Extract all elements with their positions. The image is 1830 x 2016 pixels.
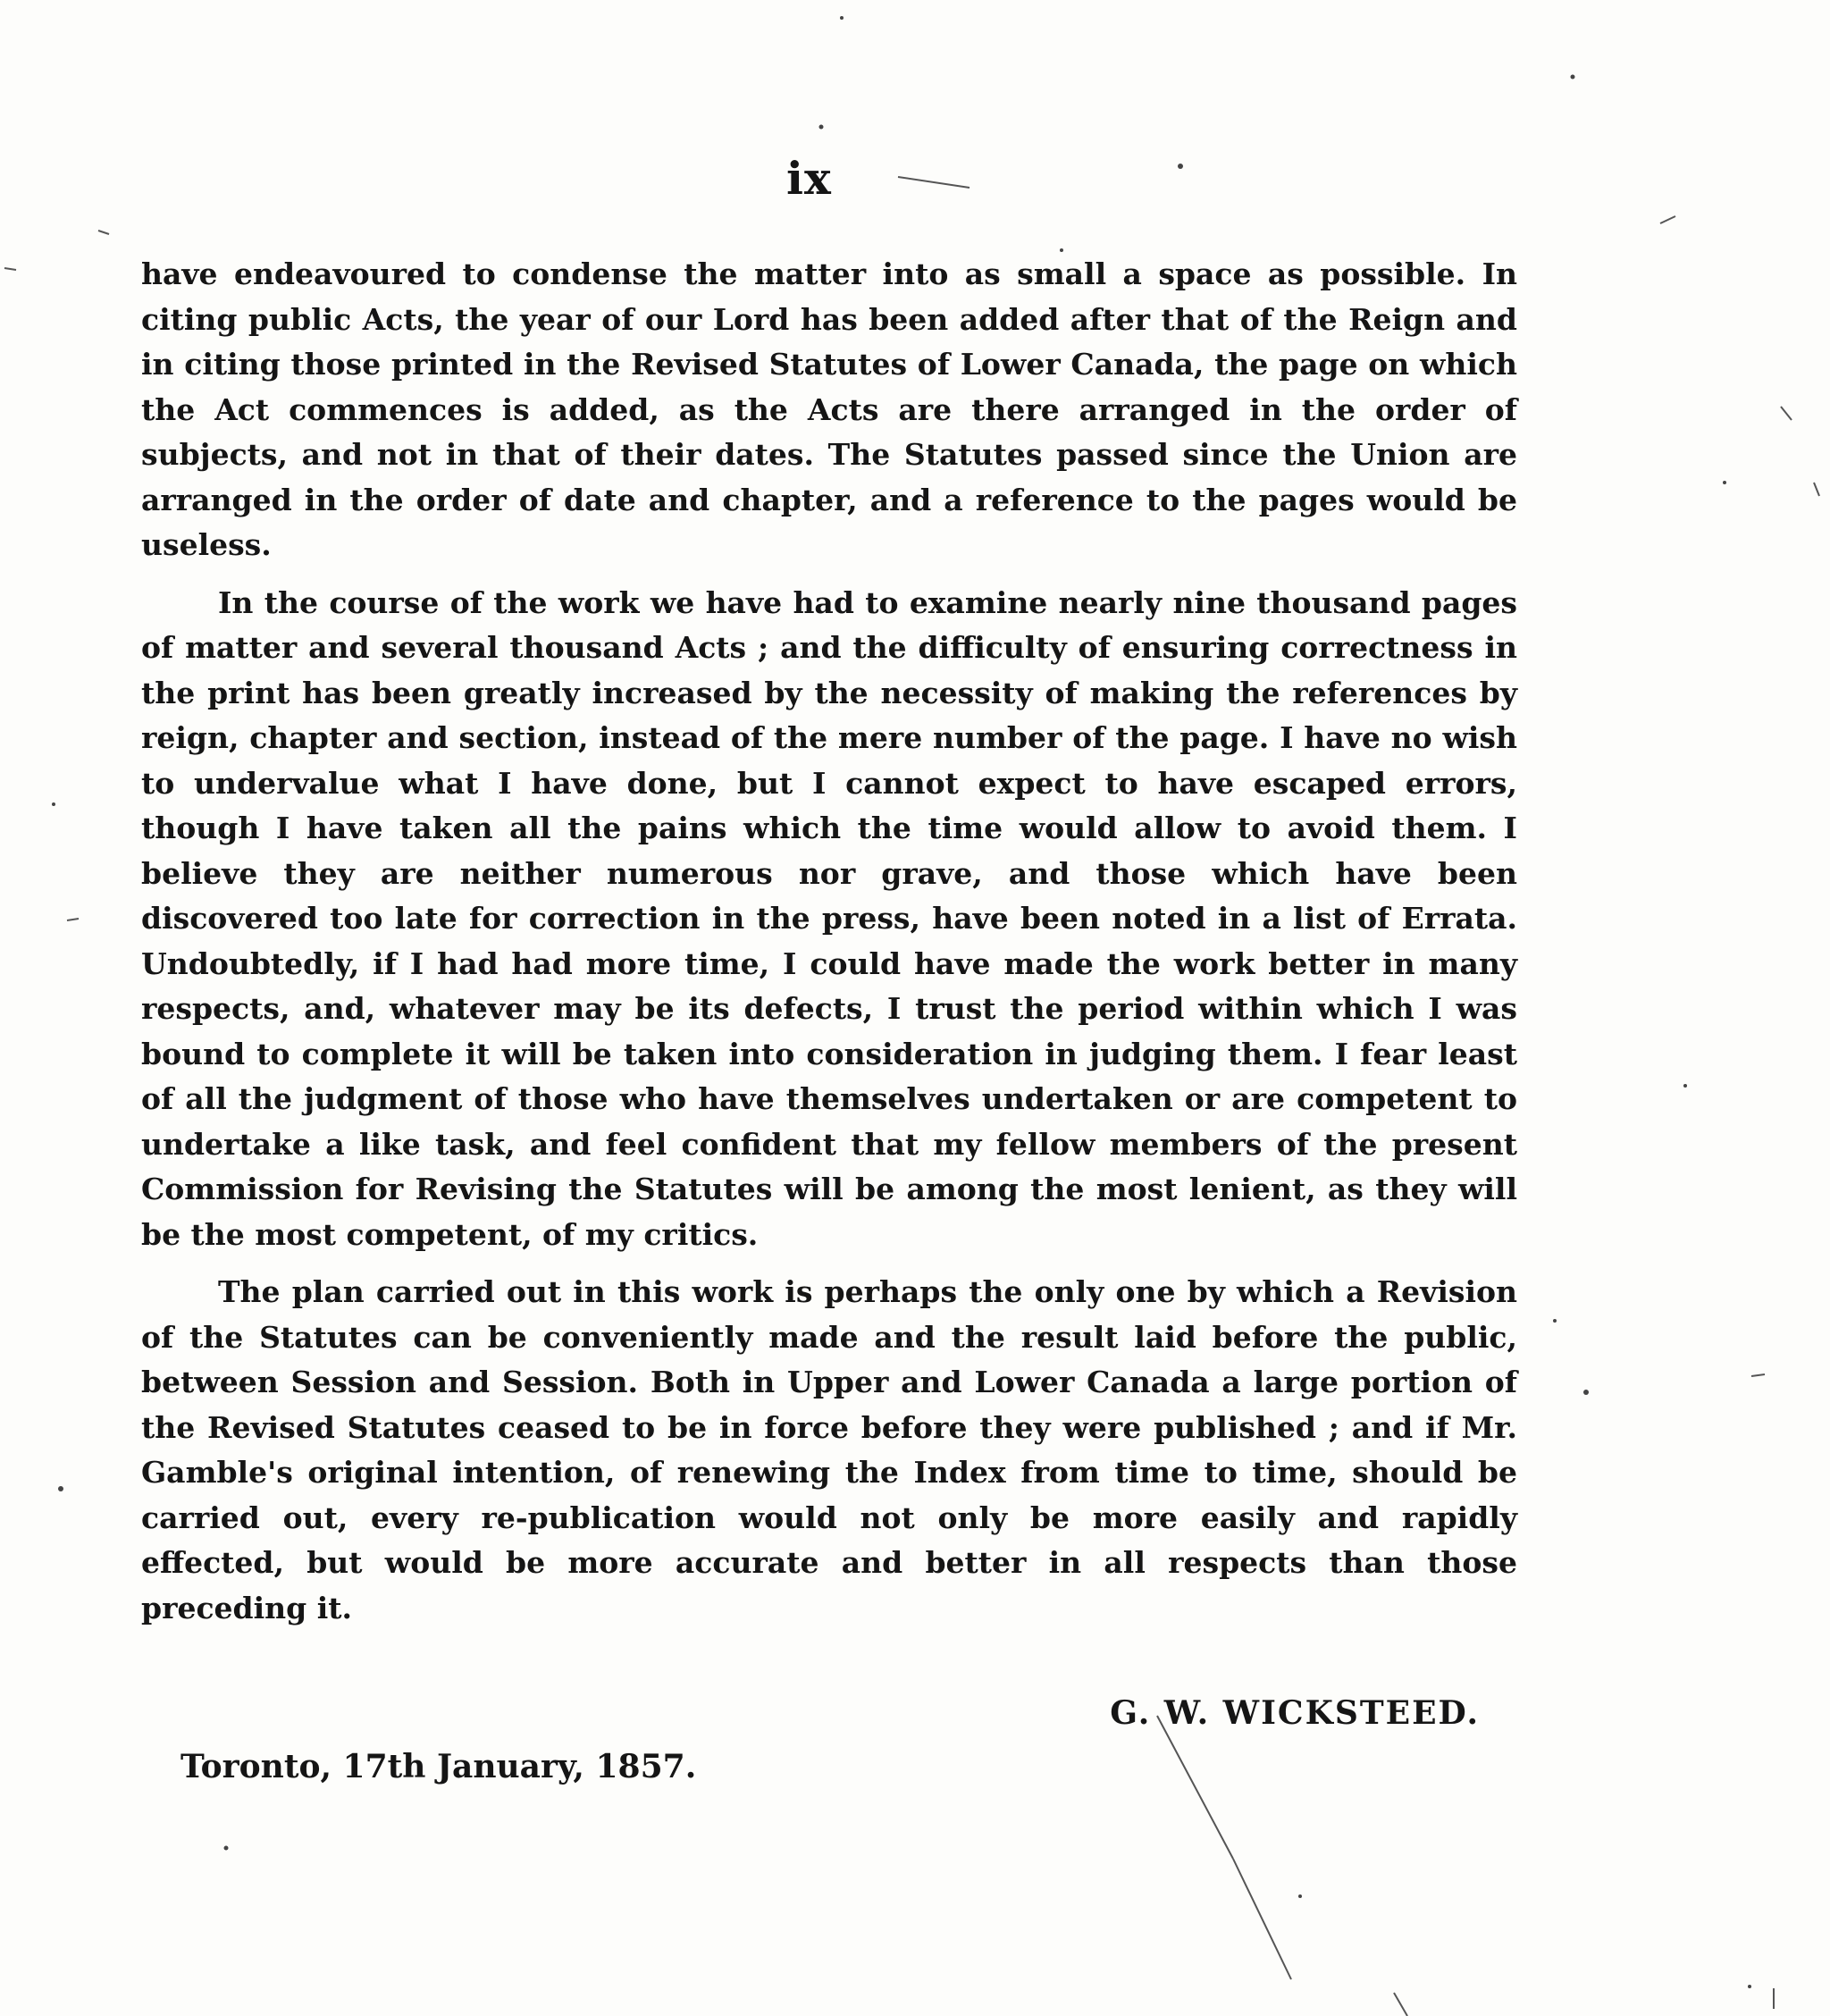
author-signature: G. W. WICKSTEED. bbox=[1110, 1694, 1480, 1732]
paragraph-1: have endeavoured to condense the matter into as small a space as possible. In citing public Acts, the year of our Lord has been added after that of the Reign and in citing those printed in the Revised Statutes of Lower Canada, the page on which the Act commences is added, as the Acts are there arranged in the order of subjects, and not in that of their dates. The Statutes passed since the Union are arranged in the order of date and chapter, and a reference to the pages would be useless. bbox=[141, 256, 1517, 562]
dateline: Toronto, 17th January, 1857. bbox=[180, 1748, 697, 1785]
paragraph-2: In the course of the work we have had to examine nearly nine thousand pages of matter and several thousand Acts ; and the difficulty of ensuring correctness in the print has been greatly increased by the necessity of making the references by reign, chapter and section, instead of the mere number of the page. I have no wish to undervalue what I have done, but I cannot expect to have escaped errors, though I have taken all the pains which the time would allow to avoid them. I believe they are neither numerous nor grave, and those which have been discovered too late for correction in the press, have been noted in a list of Errata. Undoubtedly, if I had had more time, I could have made the work better in many respects, and, whatever may be its defects, I trust the period within which I was bound to complete it will be taken into consideration in judging them. I fear least of all the judgment of those who have themselves undertaken or are competent to undertake a like task, and feel confident that my fellow members of the present Commission for Revising the Statutes will be among the most lenient, as they will be the most competent, of my critics. bbox=[141, 584, 1517, 1252]
body-text bbox=[141, 252, 1517, 1643]
paragraph-3: The plan carried out in this work is perhaps the only one by which a Revision of the Statutes can be conveniently made and the result laid before the public, between Session and Session. Both in Upper and Lower Canada a large portion of the Revised Statutes ceased to be in force before they were published ; and if Mr. Gamble's original intention, of renewing the Index from time to time, should be carried out, every re-publication would not only be more easily and rapidly effected, but would be more accurate and better in all respects than those preceding it. bbox=[141, 1274, 1517, 1625]
page-number: ix bbox=[786, 152, 832, 205]
